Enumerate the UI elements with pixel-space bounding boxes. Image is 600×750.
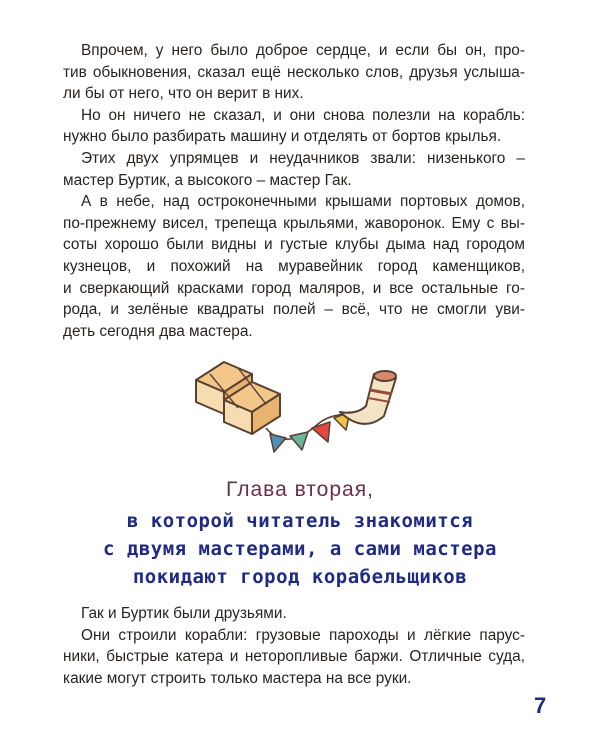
paragraph [63, 105, 525, 148]
paragraph [63, 40, 525, 105]
text-line: Впрочем, у него было доброе сердце, и если бы он, про- [81, 42, 525, 59]
paragraph [63, 148, 525, 191]
text-line: Гак и Буртик были друзьями. [81, 605, 287, 622]
text-line: рода, и зелёные квадраты полей – всё, что не смогли уви- [63, 301, 525, 319]
text-line: кузнецов, и похожий на муравейник город каменщиков, [63, 257, 525, 275]
subtitle-line: с двумя мастерами, а сами мастера [103, 538, 497, 560]
text-line: А в небе, над остроконечными крышами портовых домов, [81, 193, 525, 211]
horn-icon [340, 371, 396, 424]
paragraph [63, 191, 525, 342]
text-line: нужно было разбирать машину и отделять от бортов крылья. [63, 128, 502, 146]
chapter-title: Глава вторая, [226, 478, 374, 501]
box-kite-icon [196, 362, 280, 434]
text-line: Они строили корабли: грузовые пароходы и лёгкие парус- [81, 626, 525, 644]
pennant-flags-icon [270, 412, 350, 452]
text-line: Но он ничего не сказал, и они снова полезли на корабль: [81, 106, 525, 124]
subtitle-line: в которой читатель знакомится [126, 510, 474, 532]
body-text-top [63, 40, 525, 342]
text-line: деть сегодня два мастера. [63, 322, 253, 340]
text-line: ники, быстрые катера и неторопливые баржи. Отличные суда, [63, 648, 525, 666]
kite-illustration [190, 352, 400, 472]
subtitle-line: покидают город корабельщиков [132, 566, 468, 588]
text-line: какие могут строить только мастера на все руки. [63, 669, 412, 687]
body-text-bottom [63, 603, 525, 689]
text-line: соты хорошо были видны и густые клубы дыма над городом [63, 236, 525, 254]
text-line: мастер Буртик, а высокого – мастер Гак. [63, 171, 352, 189]
text-line: ли бы от него, что он верит в них. [63, 85, 304, 103]
chapter-subtitle [40, 507, 560, 591]
text-line: и сверкающий красками город маляров, и все остальные го- [63, 279, 525, 297]
text-line: по-прежнему висел, трепеща крыльями, жаворонок. Ему с вы- [63, 214, 525, 232]
text-line: тив обыкновения, сказал ещё несколько слов, друзья услыша- [63, 63, 525, 81]
paragraph [63, 625, 525, 690]
page-number: 7 [534, 693, 547, 718]
text-line: Этих двух упрямцев и неудачников звали: низенького – [81, 149, 525, 167]
paragraph [63, 603, 525, 625]
